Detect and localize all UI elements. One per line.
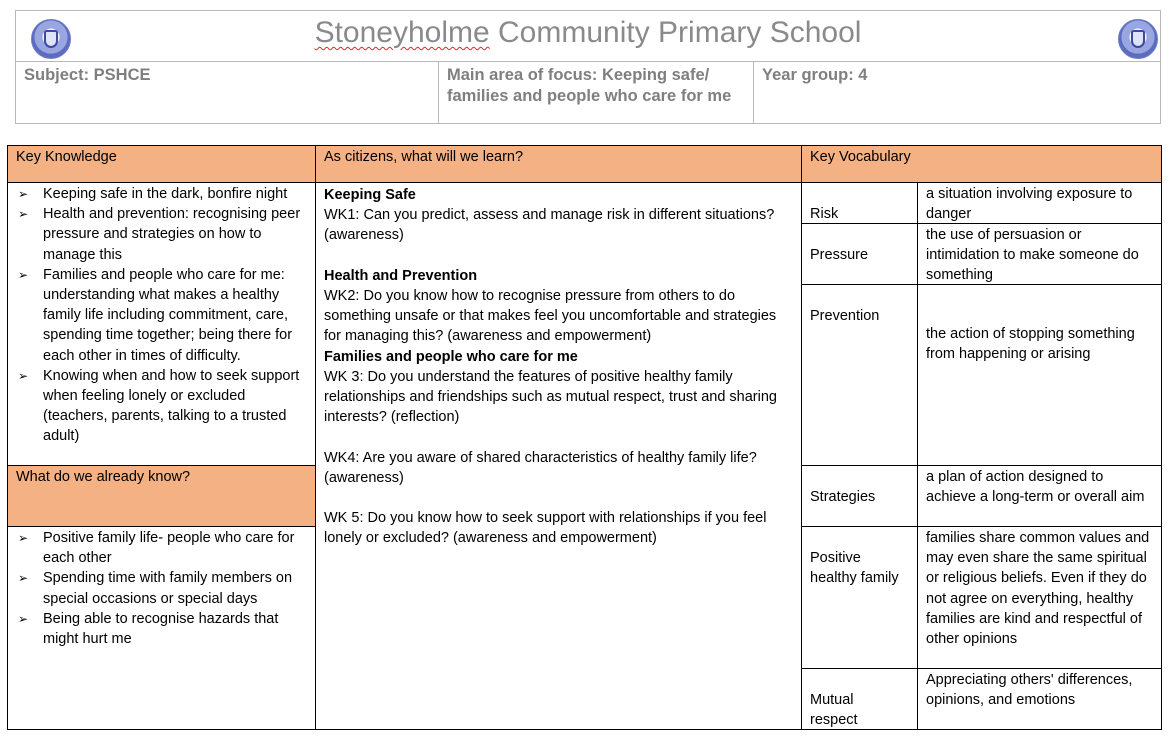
list-item: ➢ Positive family life- people who care for each other	[16, 528, 307, 568]
vocab-term-cell	[801, 182, 918, 224]
vocab-term: Pressure	[810, 247, 869, 263]
citizens-content	[316, 183, 801, 551]
focus-cell: Main area of focus: Keeping safe/ families and people who care for me	[438, 62, 754, 123]
wk4-question: WK4: Are you aware of shared characteristics of healthy family life? (awareness)	[324, 449, 757, 486]
vocab-definition: the action of stopping something from happening or arising	[926, 326, 1135, 363]
list-item: ➢ Keeping safe in the dark, bonfire night	[16, 184, 307, 204]
vocab-term-cell	[801, 223, 918, 285]
vocab-term: Mutual respect	[810, 692, 858, 729]
vocabulary-heading-cell	[801, 145, 1162, 183]
citizens-cell	[315, 182, 802, 730]
list-item: ➢ Spending time with family members on special occasions or special days	[16, 568, 307, 608]
wk3-question: WK 3: Do you understand the features of positive healthy family relationships and friendships such as mutual respect, trust and sharing interests? (reflection)	[324, 368, 777, 426]
wk5-question: WK 5: Do you know how to seek support with relationships if you feel lonely or excluded? (awareness and empowerment)	[324, 510, 767, 547]
vocab-term-cell	[801, 668, 918, 730]
header-table	[15, 10, 1161, 124]
vocab-term: Strategies	[810, 489, 876, 505]
vocabulary-heading: Key Vocabulary	[810, 149, 911, 165]
vocab-definition: families share common values and may even share the same spiritual or religious beliefs. Even if they do not agree on everything, healthy families are kind and respectful of other opinions	[926, 530, 1150, 648]
spelling-underlined-word: Stoneyholme	[314, 16, 490, 49]
vocab-term: Risk	[810, 206, 839, 222]
list-item: ➢ Being able to recognise hazards that might hurt me	[16, 609, 307, 649]
key-knowledge-cell	[7, 182, 316, 466]
vocab-definition-cell	[917, 526, 1162, 669]
list-item: ➢ Health and prevention: recognising peer pressure and strategies on how to manage this	[16, 204, 307, 265]
vocab-definition: a situation involving exposure to danger	[926, 186, 1133, 223]
vocab-definition: the use of persuasion or intimidation to make someone do something	[926, 227, 1139, 284]
vocab-definition: Appreciating others' differences, opinions, and emotions	[926, 672, 1133, 709]
key-knowledge-heading-cell	[7, 145, 316, 183]
prior-knowledge-cell	[7, 526, 316, 730]
key-knowledge-list	[8, 184, 315, 447]
school-title-rest: Community Primary School	[489, 16, 862, 49]
year-group-cell: Year group: 4	[753, 62, 1160, 123]
wk2-question: WK2: Do you know how to recognise pressure from others to do something unsafe or that makes feel you uncomfortable and strategies for managing this? (awareness and empowerment)	[324, 288, 777, 345]
vocab-term-cell	[801, 284, 918, 466]
vocab-definition-cell	[917, 284, 1162, 466]
vocab-term-cell	[801, 465, 918, 527]
keeping-safe-title: Keeping Safe	[324, 187, 416, 203]
citizens-heading-cell	[315, 145, 802, 183]
vocab-definition-cell	[917, 182, 1162, 224]
subject-cell: Subject: PSHCE	[24, 66, 151, 84]
key-knowledge-heading: Key Knowledge	[16, 149, 117, 165]
families-title: Families and people who care for me	[324, 348, 578, 365]
list-item: ➢ Knowing when and how to seek support when feeling lonely or excluded (teachers, parents, talking to a trusted adult)	[16, 366, 307, 447]
prior-knowledge-list	[8, 528, 315, 649]
wk1-question: WK1: Can you predict, assess and manage risk in different situations? (awareness)	[324, 207, 775, 244]
vocab-definition-cell	[917, 668, 1162, 730]
vocab-definition-cell	[917, 223, 1162, 285]
prior-knowledge-heading: What do we already know?	[16, 469, 191, 485]
health-prevention-title: Health and Prevention	[324, 267, 478, 284]
vocab-term-cell	[801, 526, 918, 669]
prior-knowledge-heading-cell	[7, 465, 316, 527]
vocab-definition: a plan of action designed to achieve a long-term or overall aim	[926, 469, 1145, 506]
vocab-definition-cell	[917, 465, 1162, 527]
vocab-term: Prevention	[810, 308, 880, 324]
citizens-heading: As citizens, what will we learn?	[324, 149, 524, 165]
list-item: ➢ Families and people who care for me: understanding what makes a healthy family life including commitment, care, spending time together; being there for each other in times of difficulty.	[16, 265, 307, 366]
vocab-term: Positive healthy family	[810, 550, 899, 587]
school-title	[16, 13, 1160, 53]
header-info-row	[16, 61, 1160, 123]
